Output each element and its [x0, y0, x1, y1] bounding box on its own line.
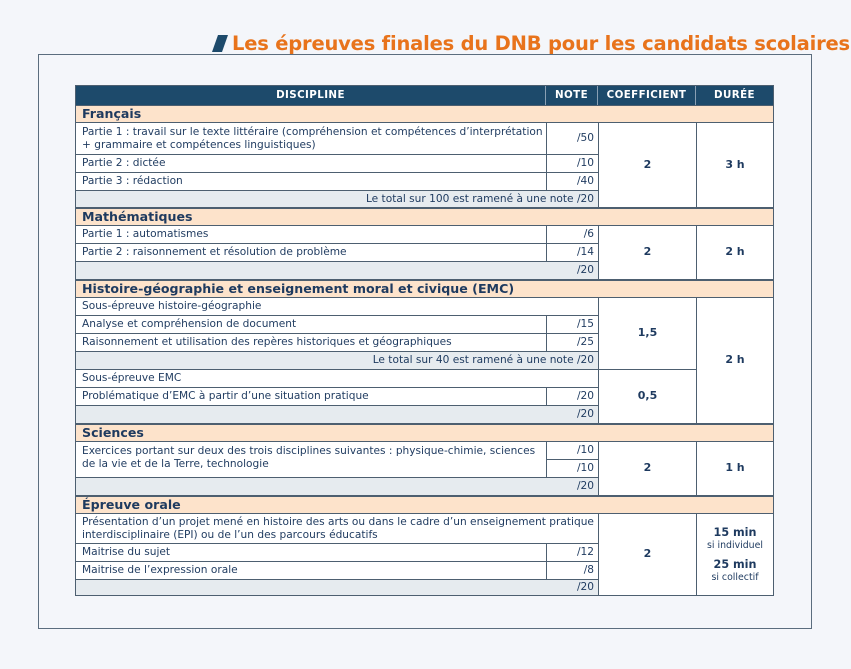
note-cell: /8: [546, 562, 598, 580]
header-note: NOTE: [546, 86, 598, 105]
total-row: Le total sur 100 est ramené à une note /20: [76, 191, 598, 208]
table-row: Partie 3 : rédaction: [76, 173, 546, 191]
sub-section-emc: Sous-épreuve EMC: [76, 370, 598, 388]
page-title-block: [212, 30, 850, 56]
total-row: Le total sur 40 est ramené à une note /20: [76, 352, 598, 370]
duree-individual-note: si individuel: [707, 539, 763, 551]
note-cell: /12: [546, 544, 598, 562]
section-sciences: Sciences: [76, 424, 773, 442]
note-cell: /40: [546, 173, 598, 191]
coefficient-cell: 2: [598, 226, 696, 280]
note-cell: /25: [546, 334, 598, 352]
note-cell: /10: [546, 155, 598, 173]
note-cell: /10: [546, 460, 598, 478]
header-coefficient: COEFFICIENT: [598, 86, 696, 105]
duree-cell: [696, 514, 773, 595]
table-row: Analyse et compréhension de document: [76, 316, 546, 334]
section-epreuve-orale: Épreuve orale: [76, 496, 773, 514]
table-row: Maitrise de l’expression orale: [76, 562, 546, 580]
section-mathematiques: Mathématiques: [76, 208, 773, 226]
total-row: /20: [76, 580, 598, 595]
duree-cell: 1 h: [696, 442, 773, 496]
duree-cell: 3 h: [696, 123, 773, 208]
header-discipline: DISCIPLINE: [76, 86, 546, 105]
note-cell: /20: [546, 388, 598, 406]
table-row: Présentation d’un projet mené en histoire des arts ou dans le cadre d’un enseignement pratique interdisciplinaire (EPI) ou de l’un des parcours éducatifs: [76, 514, 598, 544]
coefficient-cell: 2: [598, 123, 696, 208]
duree-cell: 2 h: [696, 226, 773, 280]
sub-section-hg: Sous-épreuve histoire-géographie: [76, 298, 598, 316]
coefficient-cell: 1,5: [598, 298, 696, 370]
total-row: /20: [76, 478, 598, 496]
note-cell: /50: [546, 123, 598, 155]
table-row: Exercices portant sur deux des trois disciplines suivantes : physique-chimie, sciences de la vie et de la Terre, technologie: [76, 442, 546, 478]
coefficient-cell: 2: [598, 514, 696, 595]
total-row: /20: [76, 262, 598, 280]
duree-collective: 25 min: [713, 557, 757, 571]
note-cell: /15: [546, 316, 598, 334]
coefficient-cell: 0,5: [598, 370, 696, 424]
header-duree: DURÉE: [696, 86, 773, 105]
note-cell: /14: [546, 244, 598, 262]
table-row: Problématique d’EMC à partir d’une situation pratique: [76, 388, 546, 406]
note-cell: /6: [546, 226, 598, 244]
total-row: /20: [76, 406, 598, 424]
table-row: Partie 2 : raisonnement et résolution de problème: [76, 244, 546, 262]
dnb-table: [75, 85, 774, 596]
slash-mark-icon: [212, 35, 228, 52]
note-cell: /10: [546, 442, 598, 460]
duree-individual: 15 min: [713, 525, 757, 539]
coefficient-cell: 2: [598, 442, 696, 496]
table-row: Maitrise du sujet: [76, 544, 546, 562]
duree-collective-note: si collectif: [711, 571, 759, 583]
section-francais: Français: [76, 105, 773, 123]
table-row: Raisonnement et utilisation des repères historiques et géographiques: [76, 334, 546, 352]
table-row: Partie 1 : travail sur le texte littéraire (compréhension et compétences d’interprétation + grammaire et compétences linguistiques): [76, 123, 546, 155]
page-title: Les épreuves finales du DNB pour les candidats scolaires: [232, 31, 850, 55]
section-histoire-geographie: Histoire-géographie et enseignement moral et civique (EMC): [76, 280, 773, 298]
table-row: Partie 1 : automatismes: [76, 226, 546, 244]
duree-cell: 2 h: [696, 298, 773, 424]
table-row: Partie 2 : dictée: [76, 155, 546, 173]
